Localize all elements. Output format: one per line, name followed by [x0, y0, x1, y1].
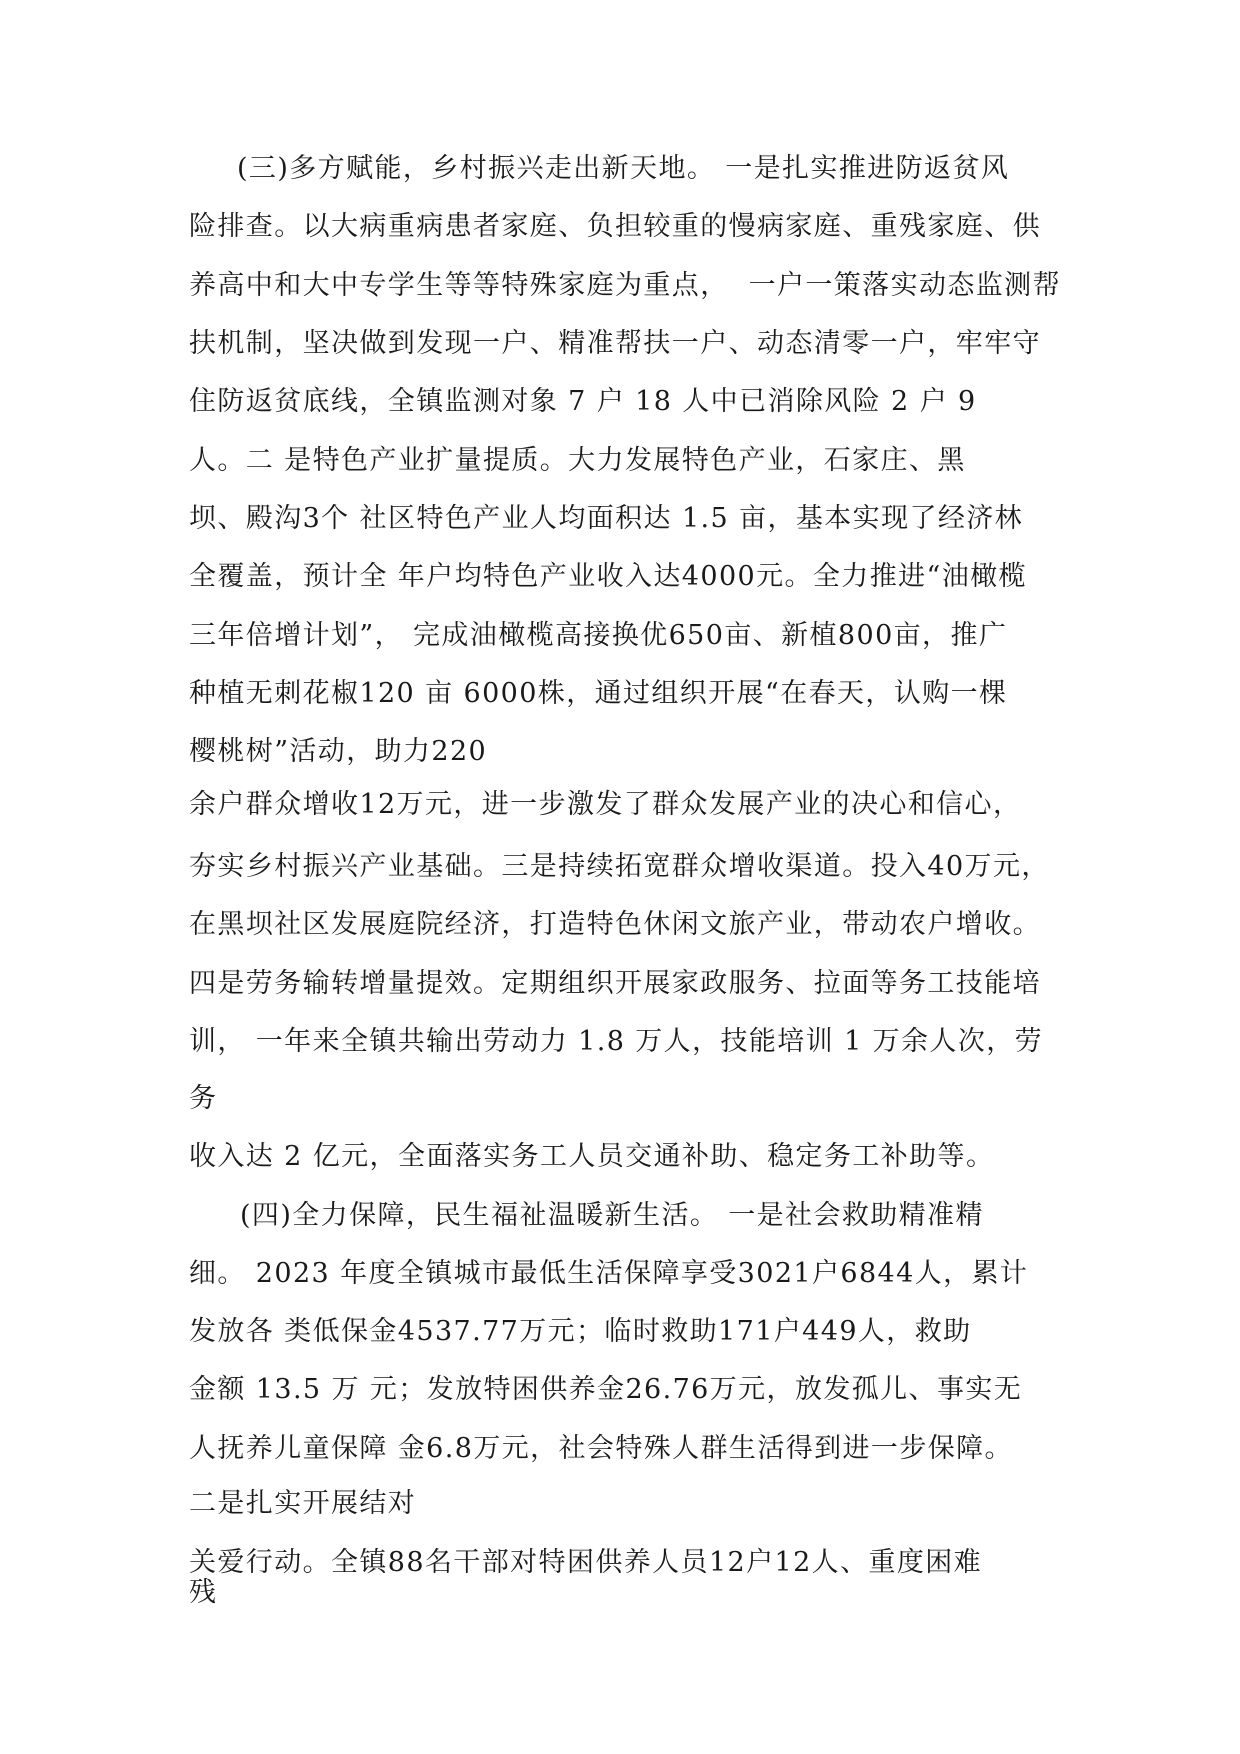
body-text-line: 人。二 是特色产业扩量提质。大力发展特色产业，石家庄、黑 — [189, 445, 966, 476]
body-text-line: 扶机制，坚决做到发现一户、精准帮扶一户、动态清零一户，牢牢守 — [189, 328, 1041, 359]
body-text-line: (四)全力保障，民生福祉温暖新生活。 一是社会救助精准精 — [240, 1200, 984, 1231]
body-text-line: 夯实乡村振兴产业基础。三是持续拓宽群众增收渠道。投入40万元， — [189, 851, 1050, 882]
body-text-line: 金额 13.5 万 元；发放特困供养金26.76万元，放发孤儿、事实无 — [189, 1374, 1023, 1405]
body-text-line: 种植无刺花椒120 亩 6000株，通过组织开展“在春天，认购一棵 — [189, 678, 1008, 709]
body-text-line: 余户群众增收12万元，进一步激发了群众发展产业的决心和信心， — [189, 789, 1022, 820]
body-text-line: 残 — [189, 1577, 218, 1608]
body-text-line: 人抚养儿童保障 金6.8万元，社会特殊人群生活得到进一步保障。 — [189, 1433, 1013, 1464]
body-text-line: 二是扎实开展结对 — [189, 1488, 417, 1519]
body-text-line: 三年倍增计划”， 完成油橄榄高接换优650亩、新植800亩，推广 — [189, 620, 1008, 651]
body-text-line: 务 — [189, 1083, 218, 1114]
body-text-line: (三)多方赋能，乡村振兴走出新天地。 一是扎实推进防返贫风 — [237, 153, 1010, 184]
body-text-line: 关爱行动。全镇88名干部对特困供养人员12户12人、重度困难 — [189, 1547, 983, 1578]
body-text-line: 养高中和大中专学生等等特殊家庭为重点， 一户一策落实动态监测帮 — [189, 270, 1061, 301]
body-text-line: 险排查。以大病重病患者家庭、负担较重的慢病家庭、重残家庭、供 — [189, 211, 1041, 242]
body-text-line: 坝、殿沟3个 社区特色产业人均面积达 1.5 亩，基本实现了经济林 — [189, 503, 1024, 534]
body-text-line: 发放各 类低保金4537.77万元；临时救助171户449人，救助 — [189, 1316, 972, 1347]
body-text-line: 收入达 2 亿元，全面落实务工人员交通补助、稳定务工补助等。 — [189, 1141, 995, 1172]
body-text-line: 训， 一年来全镇共输出劳动力 1.8 万人，技能培训 1 万余人次，劳 — [189, 1026, 1044, 1057]
body-text-line: 住防返贫底线，全镇监测对象 7 户 18 人中已消除风险 2 户 9 — [189, 386, 977, 417]
body-text-line: 在黑坝社区发展庭院经济，打造特色休闲文旅产业，带动农户增收。 — [189, 909, 1041, 940]
body-text-line: 细。 2023 年度全镇城市最低生活保障享受3021户6844人，累计 — [189, 1258, 1029, 1289]
body-text-line: 全覆盖，预计全 年户均特色产业收入达4000元。全力推进“油橄榄 — [189, 561, 1027, 592]
body-text-line: 樱桃树”活动，助力220 — [189, 736, 488, 767]
body-text-line: 四是劳务输转增量提效。定期组织开展家政服务、拉面等务工技能培 — [189, 968, 1041, 999]
